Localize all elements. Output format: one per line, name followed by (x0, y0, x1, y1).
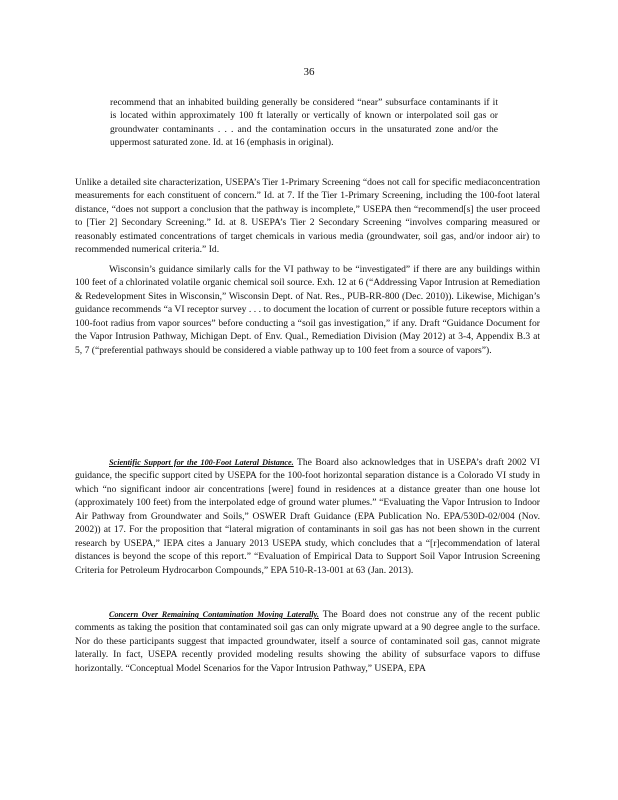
section-heading-remaining-contamination: Concern Over Remaining Contamination Moving Laterally. (109, 610, 319, 619)
paragraph-scientific-support-text: The Board also acknowledges that in USEPA’s draft 2002 VI guidance, the specific support cited by USEPA for the 100-foot horizontal separation distance is a Colorado VI study in which “no significant indoor air concentrations [were] found in residences at a distance greater than one house lot (approximately 100 feet) from the interpolated edge of ground water plumes.” “Evaluating the Vapor Intrusion to Indoor Air Pathway from Groundwater and Soils,” OSWER Draft Guidance (EPA Publication No. EPA/530D-02/004 (Nov. 2002)) at 17. For the proposition that “lateral migration of contaminants in soil gas has not been shown in the current research by USEPA,” IEPA cites a January 2013 USEPA study, which concludes that a “[r]ecommendation of lateral distances is beyond the scope of this report.” “Evaluation of Empirical Data to Support Soil Vapor Intrusion Screening Criteria for Petroleum Hydrocarbon Compounds,” EPA 510-R-13-001 at 63 (Jan. 2013). (75, 457, 540, 576)
section-heading-scientific-support: Scientific Support for the 100-Foot Lateral Distance. (109, 458, 294, 467)
paragraph-scientific-support (75, 456, 540, 577)
paragraph-state-guidance: Wisconsin’s guidance similarly calls for the VI pathway to be “investigated” if there are any buildings within 100 feet of a chlorinated volatile organic chemical soil source. Exh. 12 at 6 (“Addressing Vapor Intrusion at Remediation & Redevelopment Sites in Wisconsin,” Wisconsin Dept. of Nat. Res., PUB-RR-800 (Dec. 2010)). Likewise, Michigan’s guidance recommends “a VI receptor survey . . . to document the location of current or possible future receptors within a 100-foot radius from vapor sources” before conducting a “soil gas investigation,” if any. Draft “Guidance Document for the Vapor Intrusion Pathway, Michigan Dept. of Env. Qual., Remediation Division (May 2012) at 3-4, Appendix B.3 at 5, 7 (“preferential pathways should be considered a viable pathway up to 100 feet from a source of vapors”). (75, 264, 540, 356)
paragraph-remaining-contamination (75, 608, 540, 675)
paragraph-tier-screening: Unlike a detailed site characterization, USEPA’s Tier 1-Primary Screening “does not call for specific mediaconcentration measurements for each constituent of concern.” Id. at 7. If the Tier 1-Primary Screening, including the 100-foot lateral distance, “does not support a conclusion that the pathway is incomplete,” USEPA then “recommend[s] the user proceed to [Tier 2] Secondary Screening.” Id. at 8. USEPA’s Tier 2 Secondary Screening “involves comparing measured or reasonably estimated concentrations of target chemicals in various media (groundwater, soil gas, and/or indoor air) to recommended numerical criteria.” Id. (75, 177, 540, 256)
block-quote: recommend that an inhabited building generally be considered “near” subsurface contaminants if it is located within approximately 100 ft laterally or vertically of known or interpolated soil gas or groundwater contaminants . . . and the contamination occurs in the unsaturated zone and/or the uppermost saturated zone. Id. at 16 (emphasis in original). (110, 97, 498, 149)
page-number: 36 (303, 66, 315, 78)
paragraph-remaining-contamination-text: The Board does not construe any of the recent public comments as taking the position that contaminated soil gas can only migrate upward at a 90 degree angle to the surface. Nor do these participants suggest that impacted groundwater, itself a source of contaminated soil gas, cannot migrate laterally. In fact, USEPA recently provided modeling results showing the ability of subsurface vapors to diffuse horizontally. “Conceptual Model Scenarios for the Vapor Intrusion Pathway,” USEPA, EPA (75, 609, 540, 674)
